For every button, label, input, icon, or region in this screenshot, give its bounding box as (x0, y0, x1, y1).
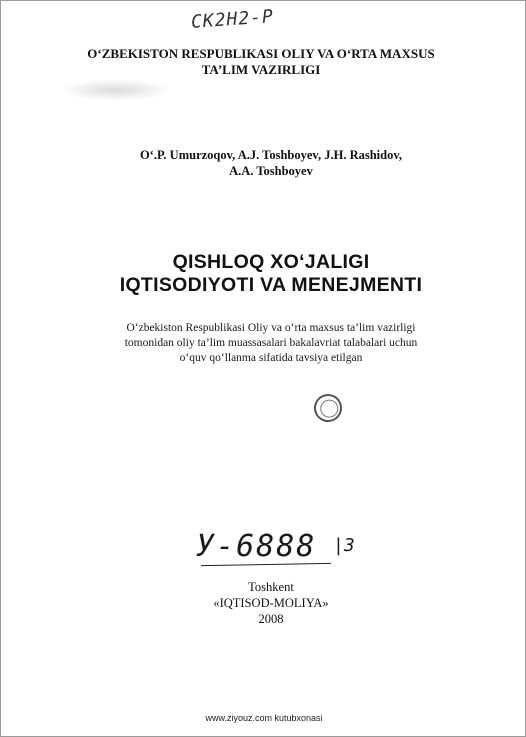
inventory-suffix: |3 (333, 535, 355, 556)
book-title (61, 251, 481, 297)
ministry-line-2: TA’LIM VAZIRLIGI (201, 62, 321, 77)
publisher-year: 2008 (258, 612, 284, 626)
publisher-city: Toshkent (248, 580, 294, 594)
title-line-1: QISHLOQ XO‘JALIGI (172, 251, 370, 273)
ministry-header (41, 46, 481, 78)
library-seal-icon (310, 390, 346, 426)
inventory-number: У-6888 (196, 529, 317, 564)
footer-watermark: www.ziyouz.com kutubxonasi (205, 713, 323, 723)
ministry-line-1: O‘ZBEKISTON RESPUBLIKASI OLIY VA O‘RTA MAXSUS (87, 46, 435, 61)
subtitle-line-2: tomonidan oliy ta’lim muassasalari bakalavriat talabalari uchun (124, 337, 418, 349)
title-line-2: IQTISODIYOTI VA MENEJMENTI (119, 274, 423, 296)
scan-smudge (61, 79, 171, 101)
publisher-name: «IQTISOD-MOLIYA» (213, 596, 329, 610)
publisher-block (161, 579, 381, 627)
handwritten-stamp: CK2H2-P (190, 6, 275, 33)
authors-line-2: A.A. Toshboyev (229, 164, 313, 178)
authors-block (71, 147, 471, 179)
subtitle-line-1: O‘zbekiston Respublikasi Oliy va o‘rta maxsus ta’lim vazirligi (126, 322, 416, 334)
book-subtitle (91, 321, 451, 366)
authors-line-1: O‘.P. Umurzoqov, A.J. Toshboyev, J.H. Rashidov, (139, 148, 403, 162)
subtitle-line-3: o‘quv qo‘llanma sifatida tavsiya etilgan (179, 352, 363, 364)
